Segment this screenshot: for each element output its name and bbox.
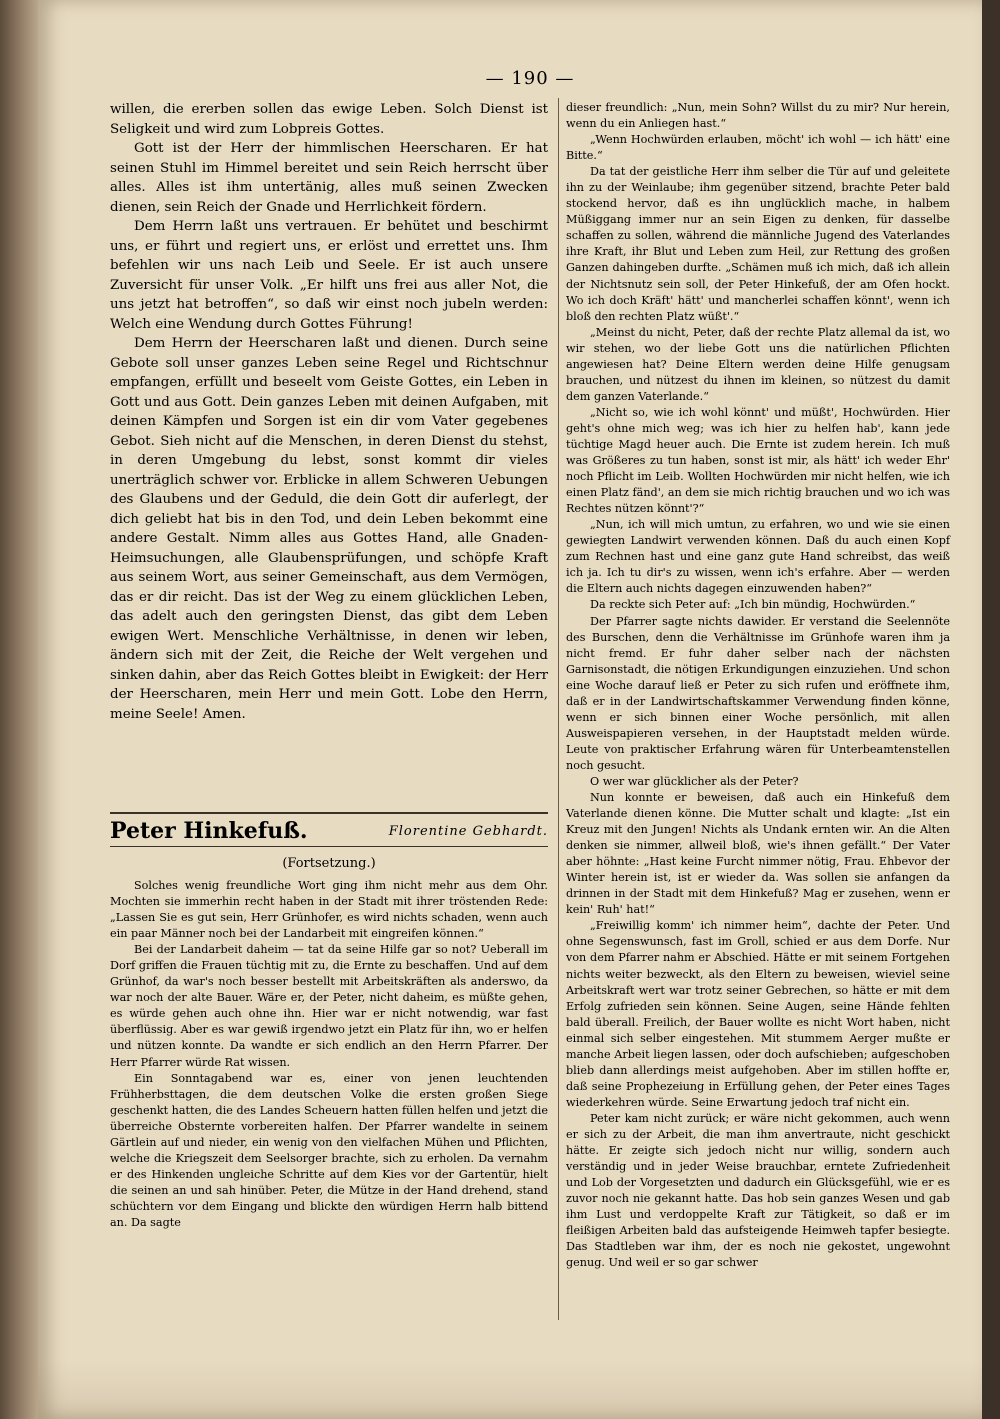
story-paragraph: Solches wenig freundliche Wort ging ihm nicht mehr aus dem Ohr. Mochten sie immerhin recht haben in der Stadt mit ihrer tröstenden Rede: „Lassen Sie es gut sein, Herr Grünhofer, es wird nichts schaden, wenn auch ein paar Männer noch bei der Landarbeit mit eingreifen können.“	[110, 879, 548, 941]
story-paragraph: „Freiwillig komm' ich nimmer heim“, dachte der Peter. Und ohne Segenswunsch, fast im Groll, schied er aus dem Dorfe. Nur von dem Pfarrer nahm er Abschied. Hätte er mit seinem Fortgehen nichts weiter bezweckt, als den Eltern zu beweisen, wieviel seine Arbeitskraft wert war trotz seiner Gebrechen, so hätte er mit dem Erfolg zufrieden sein können. Seine Augen, seine Hände fehlten bald überall. Freilich, der Bauer wollte es nicht Wort haben, nicht einmal sich selber eingestehen. Mit stummem Aerger mußte er manche Arbeit liegen lassen, oder doch aufschieben; aufgeschoben blieb dann allerdings meist aufgehoben. Aber im stillen hoffte er, daß seine Prophezeiung in Erfüllung gehen, der Peter eines Tages wiederkehren würde. Seine Erwartung jedoch traf nicht ein.	[566, 919, 950, 1109]
story-paragraph: „Nun, ich will mich umtun, zu erfahren, wo und wie sie einen gewiegten Landwirt verwenden können. Daß du auch einen Kopf zum Rechnen hast und eine ganz gute Hand schreibst, das weiß ich ja. Ich tu dir's zu wissen, wenn ich's erfahre. Aber — werden die Eltern auch nichts dagegen einzuwenden haben?“	[566, 518, 950, 596]
story-paragraph: Ein Sonntagabend war es, einer von jenen leuchtenden Frühherbsttagen, die dem deutschen Volke die ersten großen Siege geschenkt hatten, die des Landes Scheuern hatten füllen helfen und jetzt die überreiche Obsternte vorbereiten halfen. Der Pfarrer wandelte in seinem Gärtlein auf und nieder, ein wenig von den vielfachen Mühen und Pflichten, welche die Kriegszeit dem Seelsorger brachte, sich zu erholen. Da vernahm er des Hinkenden ungleiche Schritte auf dem Kies vor der Gartentür, hielt die seinen an und sah hinüber. Peter, die Mütze in der Hand drehend, stand schüchtern vor dem Eingang und blickte den würdigen Herrn halb bittend an. Da sagte	[110, 1071, 548, 1229]
column-divider	[558, 98, 559, 1320]
story-paragraph: Da tat der geistliche Herr ihm selber die Tür auf und geleitete ihn zu der Weinlaube; ihm gegenüber sitzend, brachte Peter bald stockend hervor, daß es ihn unglücklich mache, in halbem Müßiggang immer nur an sein Eigen zu denken, für dasselbe schaffen zu sollen, während die männliche Jugend des Vaterlandes ihre Kraft, ihr Blut und Leben zum Heil, zur Rettung des großen Ganzen dahingeben durfte. „Schämen muß ich mich, daß ich allein der Nichtsnutz sein soll, der Peter Hinkefuß, der am Ofen hockt. Wo ich doch Kräft' hätt' und mancherlei schaffen könnt', wenn ich bloß den rechten Platz wüßt'.“	[566, 165, 950, 323]
page-number: — 190 —	[485, 68, 575, 89]
story-paragraph: Bei der Landarbeit daheim — tat da seine Hilfe gar so not? Ueberall im Dorf griffen die Frauen tüchtig mit zu, die Ernte zu beschaffen. Und auf dem Grünhof, da war's noch besser bestellt mit Arbeitskräften als anderswo, da war noch der alte Bauer. Wäre er, der Peter, nicht daheim, es müßte gehen, es würde gehen auch ohne ihn. Hier war er nicht notwendig, war fast überflüssig. Aber es war gewiß irgendwo jetzt ein Platz für ihn, wo er helfen und nützen konnte. Da wandte er sich endlich an den Herrn Pfarrer. Der Herr Pfarrer würde Rat wissen.	[110, 943, 548, 1069]
sermon-paragraph: Gott ist der Herr der himmlischen Heerscharen. Er hat seinen Stuhl im Himmel bereitet und sein Reich herrscht über alles. Alles ist ihm untertänig, alles muß seinen Zwecken dienen, sein Reich der Gnade und Herrlichkeit fördern.	[110, 141, 548, 215]
continuation-note: (Fortsetzung.)	[282, 856, 376, 871]
page-stain	[38, 1360, 982, 1419]
story-paragraph: Da reckte sich Peter auf: „Ich bin mündig, Hochwürden.“	[590, 598, 916, 612]
story-text-right	[566, 100, 950, 1271]
sermon-paragraph: Dem Herrn laßt uns vertrauen. Er behütet und beschirmt uns, er führt und regiert uns, er erlöst und errettet uns. Ihm befehlen wir uns nach Leib und Seele. Er ist auch unsere Zuversicht für unser Volk. „Er hilft uns frei aus aller Not, die uns jetzt hat betroffen“, so daß wir einst noch jubeln werden: Welch eine Wendung durch Gottes Führung!	[110, 219, 548, 332]
sermon-text	[110, 100, 548, 724]
story-paragraph: „Wenn Hochwürden erlauben, möcht' ich wohl — ich hätt' eine Bitte.“	[566, 133, 950, 163]
story-paragraph: Der Pfarrer sagte nichts dawider. Er verstand die Seelennöte des Burschen, denn die Verhältnisse im Grünhofe waren ihm ja nicht fremd. Er fuhr daher selber nach der nächsten Garnisonstadt, die nötigen Erkundigungen einzuziehen. Und schon eine Woche darauf ließ er Peter zu sich rufen und eröffnete ihm, daß er in der Landwirtschaftskammer Verwendung finden könne, wenn er sich binnen einer Woche persönlich, mit allen Ausweispapieren versehen, in der Hauptstadt melden würde. Leute von praktischer Erfahrung wären für Unterbeamtenstellen noch gesucht.	[566, 614, 950, 772]
story-paragraph: „Meinst du nicht, Peter, daß der rechte Platz allemal da ist, wo wir stehen, wo der liebe Gott uns die natürlichen Pflichten angewiesen hat? Deine Eltern werden deine Hilfe genugsam brauchen, und nützest du ihnen im kleinen, so nützest du damit dem ganzen Vaterlande.“	[566, 325, 950, 403]
sermon-paragraph: willen, die ererben sollen das ewige Leben. Solch Dienst ist Seligkeit und wird zum Lobpreis Gottes.	[110, 102, 548, 137]
story-author: Florentine Gebhardt.	[388, 824, 548, 839]
story-paragraph: Peter kam nicht zurück; er wäre nicht gekommen, auch wenn er sich zu der Arbeit, die man ihm anvertraute, nicht geschickt hätte. Er zeigte sich jedoch nicht nur willig, sondern auch verständig und in jeder Weise brauchbar, erntete Zufriedenheit und Lob der Vorgesetzten und dadurch ein Glücksgefühl, wie er es zuvor noch nie gekannt hatte. Das hob sein ganzes Wesen und gab ihm Lust und verdoppelte Kraft zur Tätigkeit, so daß er im fleißigen Arbeiten bald das aufsteigende Heimweh tapfer besiegte. Das Stadtleben war ihm, der es noch nie gekostet, ungewohnt genug. Und weil er so gar schwer	[566, 1111, 950, 1270]
sermon-paragraph: Dem Herrn der Heerscharen laßt und dienen. Durch seine Gebote soll unser ganzes Leben seine Regel und Richtschnur empfangen, erfüllt und beseelt vom Geiste Gottes, ein Leben in Gott und aus Gott. Dein ganzes Leben mit deinen Aufgaben, mit deinen Kämpfen und Sorgen ist ein dir vom Vater gegebenes Gebot. Sieh nicht auf die Menschen, in deren Dienst du stehst, in deren Umgebung du lebst, sonst kommt dir vieles unerträglich schwer vor. Erblicke in allem Schweren Uebungen des Glaubens und der Geduld, die dein Gott dir auferlegt, der dich geliebt hat bis in den Tod, und dein Leben bekommt eine andere Gestalt. Nimm alles aus Gottes Hand, alle Gnaden-Heimsuchungen, alle Glaubensprüfungen, und schöpfe Kraft aus seinem Wort, aus seiner Gemeinschaft, aus dem Vermögen, das er dir reicht. Das ist der Weg zu einem glücklichen Leben, das adelt auch den geringsten Dienst, das gibt dem Leben ewigen Wert. Menschliche Verhältnisse, in denen wir leben, ändern sich mit der Zeit, die Reiche der Welt vergehen und sinken dahin, aber das Reich Gottes bleibt in Ewigkeit: der Herr der Heerscharen, mein Herr und mein Gott. Lobe den Herrn, meine Seele! Amen.	[110, 336, 548, 722]
story-paragraph: Nun konnte er beweisen, daß auch ein Hinkefuß dem Vaterlande dienen könne. Die Mutter schalt und klagte: „Ist ein Kreuz mit den Jungen! Nichts als Undank ernten wir. An die Alten denken sie nimmer, allweil bloß, wie's ihnen gefällt.“ Der Vater aber höhnte: „Hast keine Furcht nimmer nötig, Frau. Ehbevor der Winter herein ist, ist er wieder da. Was sollen sie anfangen da drinnen in der Stadt mit dem Hinkefuß? Mag er zusehen, wenn er kein' Ruh' hat!“	[566, 791, 950, 917]
story-title: Peter Hinkefuß.	[110, 818, 308, 844]
title-rule-bottom	[110, 846, 548, 847]
story-paragraph: dieser freundlich: „Nun, mein Sohn? Willst du zu mir? Nur herein, wenn du ein Anliegen hast.“	[566, 101, 950, 131]
title-rule-top	[110, 812, 548, 814]
story-paragraph: „Nicht so, wie ich wohl könnt' und müßt', Hochwürden. Hier geht's ohne mich weg; was ich hier zu helfen hab', kann jede tüchtige Magd heuer auch. Die Ernte ist zudem herein. Ich muß was Größeres zu tun haben, sonst ist mir, als hätt' ich weder Ehr' noch Pflicht im Leib. Wollten Hochwürden mir nicht helfen, wie ich einen Platz fänd', an dem sie mich richtig brauchen und wo ich was Rechtes nützen könnt'?“	[566, 405, 950, 516]
story-paragraph: O wer war glücklicher als der Peter?	[590, 774, 799, 788]
story-text-left	[110, 878, 548, 1231]
